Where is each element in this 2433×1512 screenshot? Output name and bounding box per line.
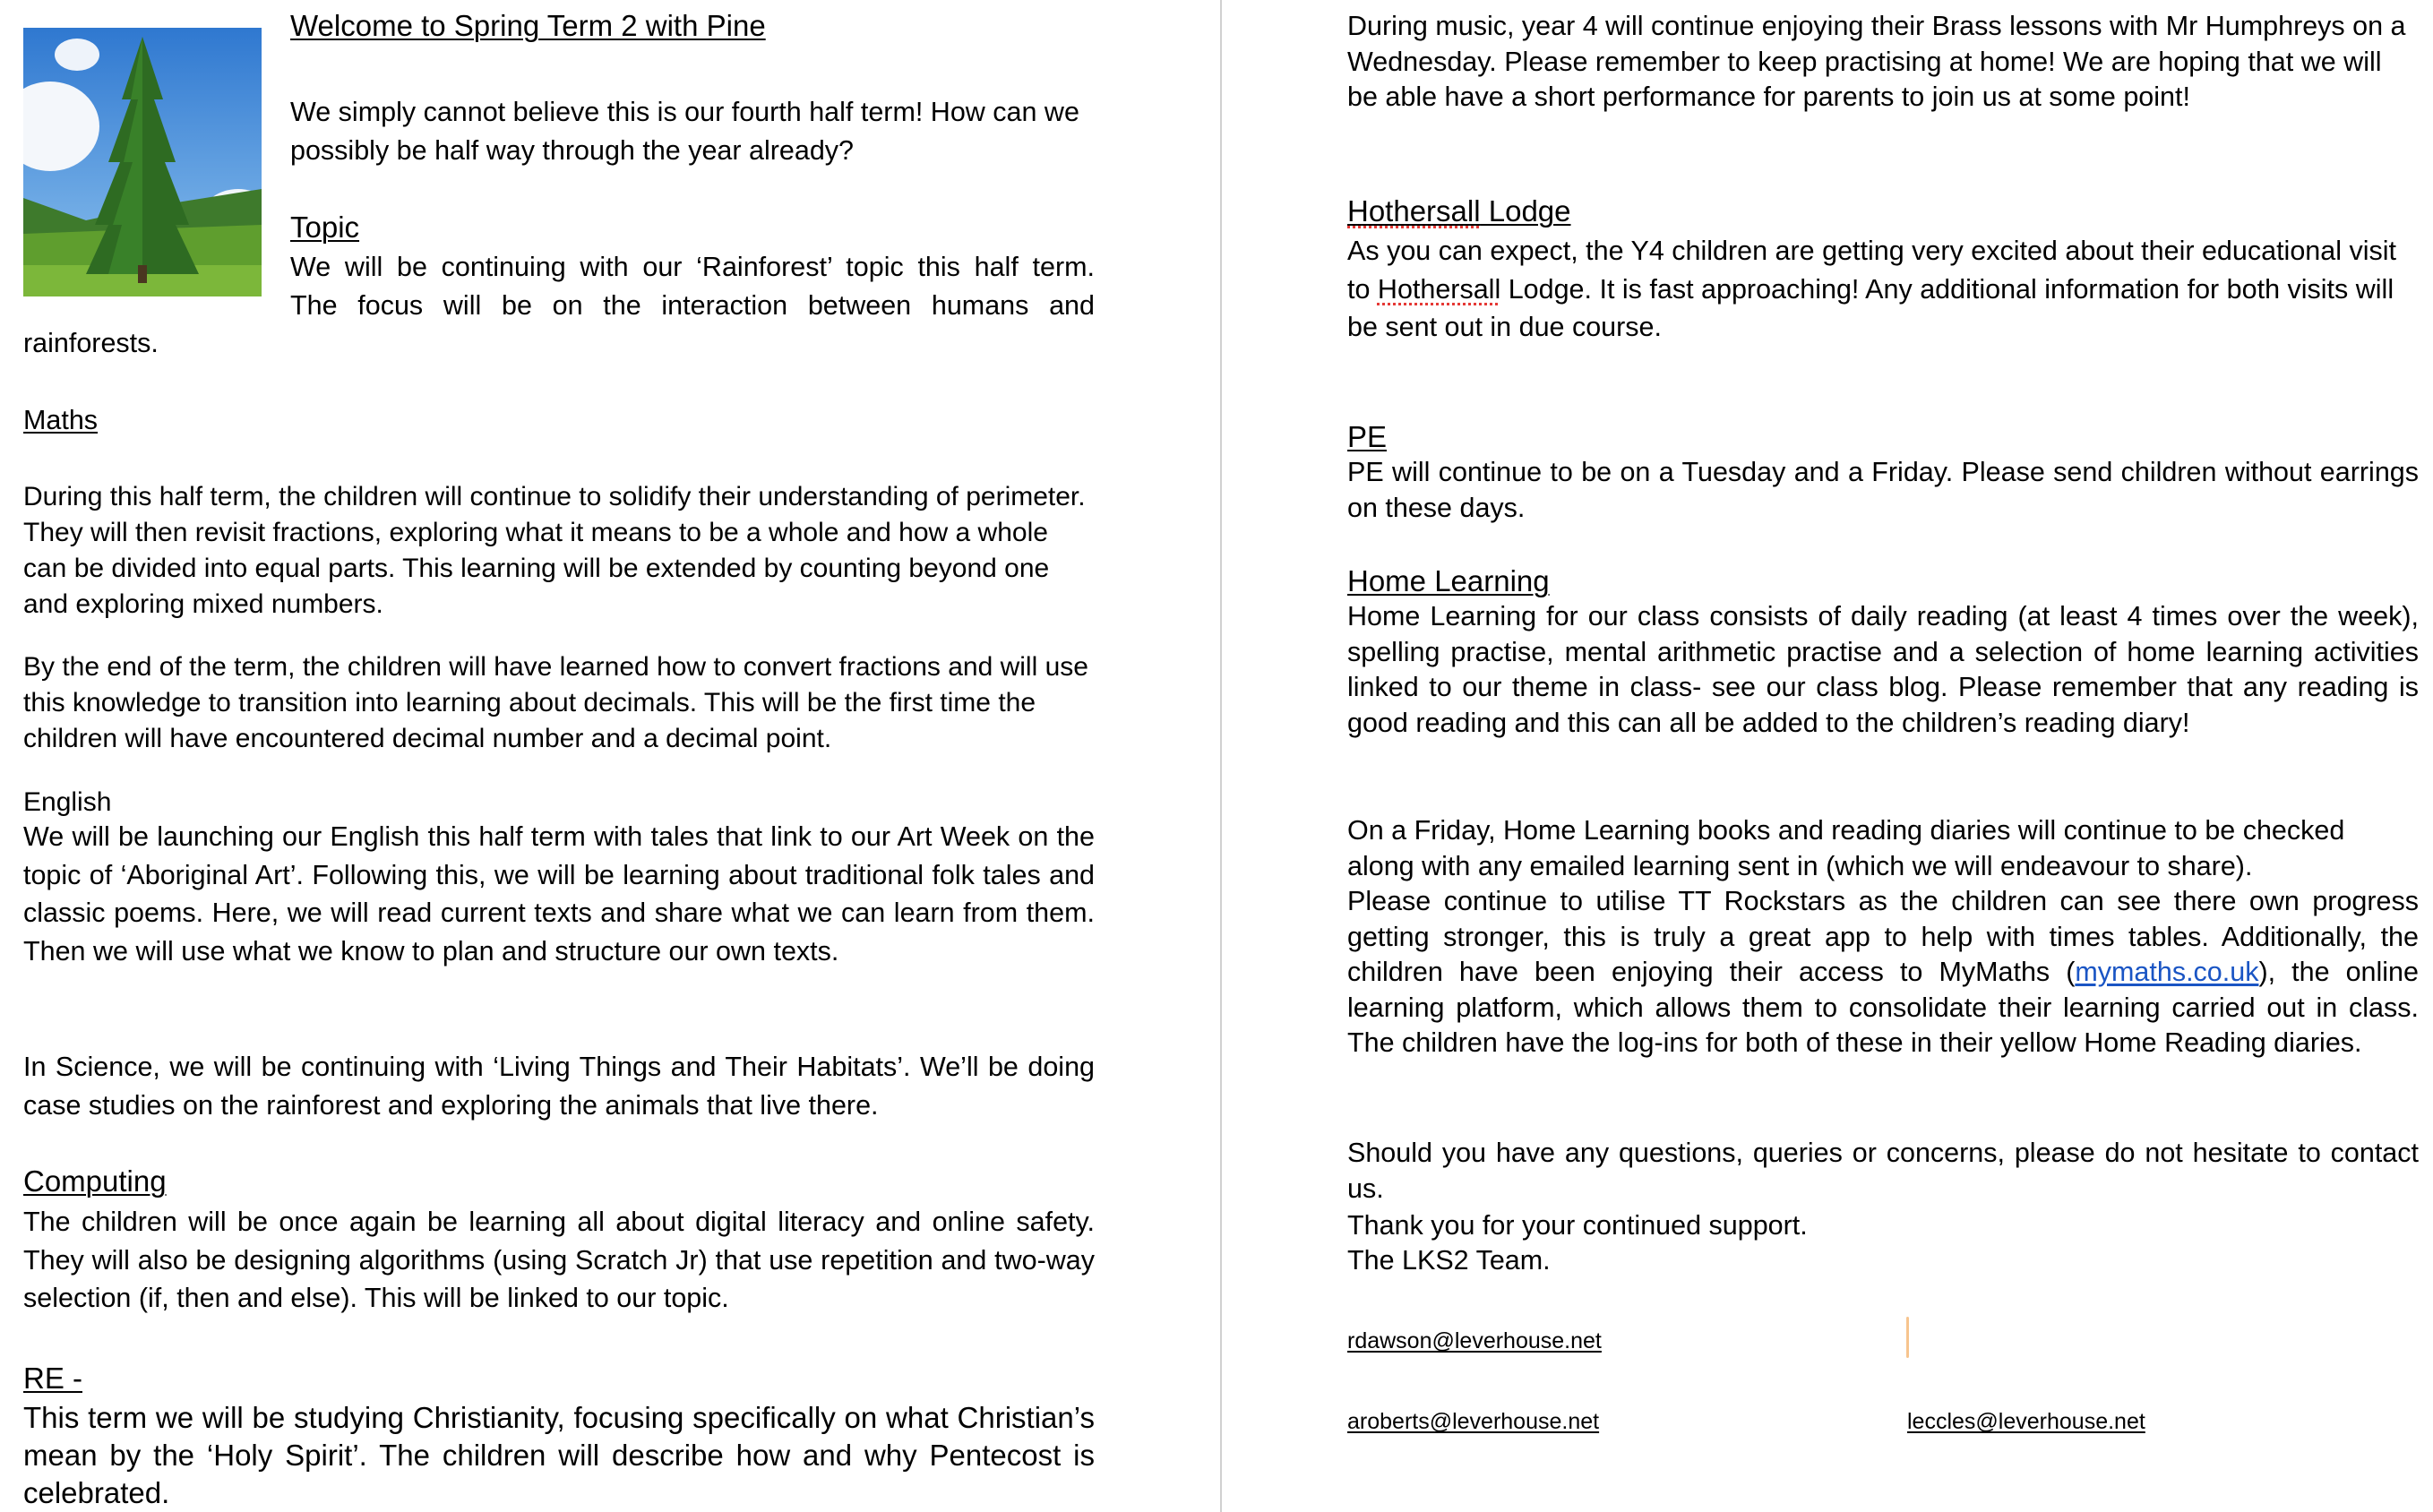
closing-signature: The LKS2 Team. [1347,1245,1551,1276]
pe-paragraph: PE will continue to be on a Tuesday and a Friday. Please send children without earrings on these days. [1347,457,2419,523]
computing-paragraph: The children will be once again be learning all about digital literacy and online safety. They will also be designing algorithms (using Scratch Jr) that use repetition and two-way selection (if, then and else). This will be linked to our topic. [23,1207,1095,1314]
maths-heading: Maths [23,405,99,435]
re-paragraph: This term we will be studying Christianity, focusing specifically on what Christian’s mean by the ‘Holy Spirit’. The children will describe how and why Pentecost is celebrated. [23,1401,1095,1509]
hothersall-heading [1347,193,1571,230]
home-learning-paragraph-2: On a Friday, Home Learning books and reading diaries will continue to be checked along with any emailed learning sent in (which we will endeavour to share). [1347,815,2345,881]
topic-line-3: rainforests. [23,328,159,358]
topic-line-2: The focus will be on the interaction between humans and [290,290,1095,321]
closing-paragraph: Should you have any questions, queries or concerns, please do not hesitate to contact us. [1347,1138,2419,1204]
email-link-aroberts[interactable]: aroberts@leverhouse.net [1347,1409,1600,1434]
science-paragraph: In Science, we will be continuing with ‘Living Things and Their Habitats’. We’ll be doing case studies on the rainforest and exploring the animals that live there. [23,1052,1095,1121]
english-heading: English [23,787,112,817]
english-paragraph: We will be launching our English this half term with tales that link to our Art Week on the topic of ‘Aboriginal Art’. Following this, we will be learning about traditional folk tales and classic poems. Here, we will read current texts and share what we can learn from them. Then we will use what we know to plan and structure our own texts. [23,821,1095,966]
maths-paragraph-1: During this half term, the children will continue to solidify their understanding of perimeter. They will then revisit fractions, exploring what it means to be a whole and how a whole can be divided into equal parts. This learning will be extended by counting beyond one and exploring mixed numbers. [23,482,1086,619]
maths-paragraph-2: By the end of the term, the children will have learned how to convert fractions and will use this knowledge to transition into learning about decimals. This will be the first time the children will have encountered decimal number and a decimal point. [23,652,1088,753]
closing-thanks: Thank you for your continued support. [1347,1210,1808,1241]
pine-tree-icon [23,28,262,296]
hothersall-text-2: Lodge. It is fast approaching! Any additional information for both visits will be sent out in due course. [1347,273,2394,343]
page-title: Welcome to Spring Term 2 with Pine [290,9,766,42]
home-learning-paragraph-1: Home Learning for our class consists of daily reading (at least 4 times over the week), spelling practise, mental arithmetic practise and a selection of home learning activities linked to our theme in class- see our class blog. Please remember that any reading is good reading and this can all be added to the children’s reading diary! [1347,601,2419,738]
home-learning-text-1: Please continue to utilise TT Rockstars as the children can see there own progress getting stronger, this is truly a great app to help with times tables. Additionally, the children have been enjoying their access to MyMaths ( [1347,886,2419,987]
pe-heading: PE [1347,420,1388,453]
mymaths-link[interactable]: mymaths.co.uk [2075,957,2259,987]
home-learning-heading: Home Learning [1347,564,1550,597]
music-paragraph: During music, year 4 will continue enjoying their Brass lessons with Mr Humphreys on a Wednesday. Please remember to keep practising at home! We are hoping that we will be able have a short performance for parents to join us at some point! [1347,11,2406,112]
home-learning-text-2: ), the online learning platform, which allows them to consolidate their learning carried out in class. The children have the log-ins for both of these in their yellow Home Reading diaries. [1347,957,2419,1058]
hothersall-text-1: As you can expect, the Y4 children are getting very excited about their educational visit to [1347,236,2396,305]
re-heading: RE - [23,1362,82,1395]
home-learning-paragraph-3 [1347,884,2419,1061]
spellcheck-word[interactable]: Hothersall [1347,194,1481,228]
intro-paragraph: We simply cannot believe this is our fourth half term! How can we possibly be half way through the year already? [290,97,1079,166]
topic-line-1: We will be continuing with our ‘Rainforest’ topic this half term. [290,252,1095,282]
page-divider [1220,0,1222,1512]
text-cursor [1906,1317,1909,1358]
email-link-rdawson[interactable]: rdawson@leverhouse.net [1347,1328,1602,1353]
hothersall-heading-rest: Lodge [1480,194,1571,228]
email-link-leccles[interactable]: leccles@leverhouse.net [1907,1409,2145,1434]
pine-tree-photo [23,28,262,296]
computing-heading: Computing [23,1164,167,1198]
hothersall-paragraph [1347,232,2419,347]
spellcheck-word[interactable]: Hothersall [1377,273,1501,305]
topic-heading: Topic [290,210,360,244]
